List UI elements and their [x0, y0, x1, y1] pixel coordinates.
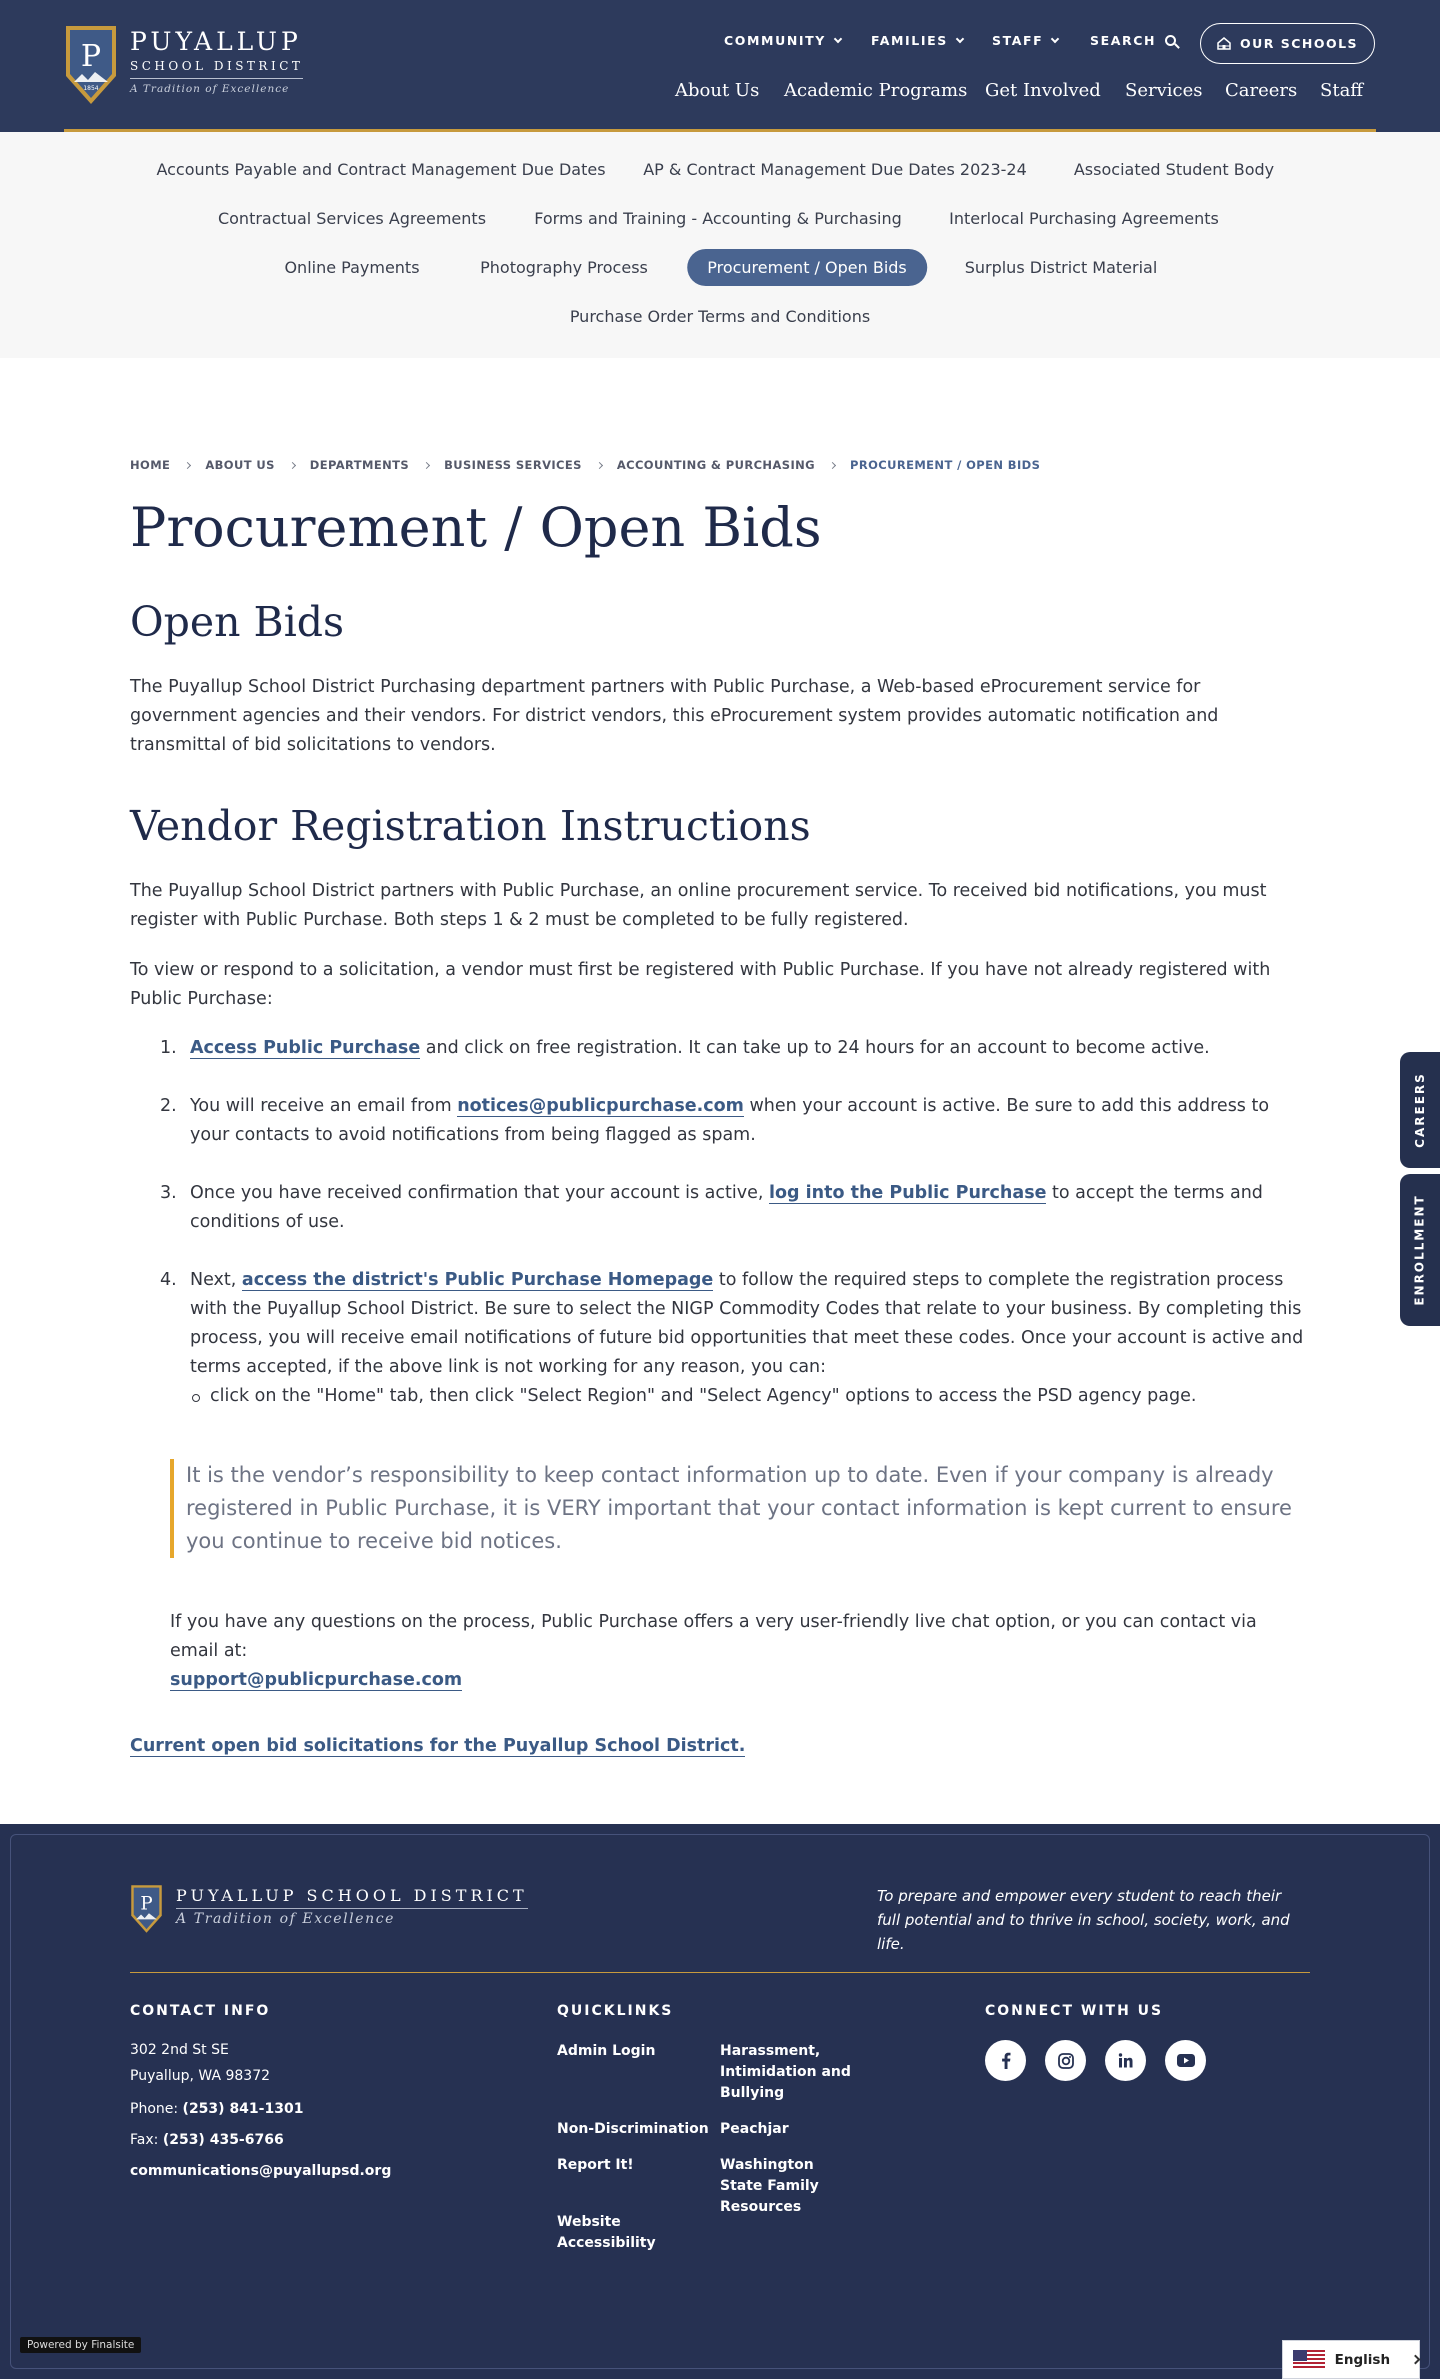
support-email-link[interactable]: support@publicpurchase.com [170, 1670, 463, 1690]
district-logo[interactable] [64, 24, 324, 108]
instagram-icon[interactable] [1045, 2040, 1086, 2081]
district-shield-icon [130, 1884, 163, 1934]
enrollment-side-tab[interactable] [1400, 1174, 1440, 1326]
questions-paragraph [170, 1608, 1310, 1695]
subnav-item[interactable]: Accounts Payable and Contract Management Due Dates [156, 160, 606, 179]
step-text: to accept the terms and conditions of use. [190, 1183, 1263, 1232]
utility-families-label: FAMILIES [871, 33, 948, 48]
list-item [160, 1092, 1310, 1150]
sub-list [190, 1382, 1310, 1411]
breadcrumb-about-us[interactable]: ABOUT US [205, 458, 275, 472]
main-nav-services[interactable]: Services [1125, 80, 1203, 101]
utility-search-label: SEARCH [1090, 33, 1157, 48]
step-text: to follow the required steps to complete the registration process with the Puyallup School District. Be sure to select the NIGP Commodity Codes that relate to your business. By completing this process, you will receive email notifications of future bid opportunities that meet these codes. Once your account is active and terms accepted, if the above link is not working for any reason, you can: [190, 1270, 1304, 1377]
subnav-item[interactable]: Surplus District Material [964, 258, 1158, 277]
subnav-item[interactable]: Interlocal Purchasing Agreements [949, 209, 1219, 228]
chevron-down-icon [834, 34, 842, 42]
list-item [160, 1266, 1310, 1411]
subnav-item[interactable]: Photography Process [480, 258, 648, 277]
chevron-right-icon [423, 461, 430, 468]
quicklink-report-it[interactable]: Report It! [557, 2157, 634, 2173]
quicklink-peachjar[interactable]: Peachjar [720, 2121, 789, 2137]
logo-sub: SCHOOL DISTRICT [130, 58, 303, 79]
main-nav-about-us[interactable]: About Us [675, 80, 760, 101]
language-label: English [1334, 2351, 1391, 2368]
utility-search[interactable] [1090, 33, 1176, 48]
chevron-down-icon [956, 34, 964, 42]
breadcrumb-accounting-purchasing[interactable]: ACCOUNTING & PURCHASING [616, 458, 815, 472]
main-nav-academic-programs[interactable]: Academic Programs [784, 80, 968, 101]
step-number: 1. [160, 1038, 177, 1058]
footer-logo-name: PUYALLUP SCHOOL DISTRICT [176, 1886, 528, 1909]
connect-heading: CONNECT WITH US [985, 2003, 1164, 2019]
utility-staff-label: STAFF [992, 33, 1044, 48]
chevron-down-icon [1051, 34, 1059, 42]
utility-staff[interactable] [992, 33, 1058, 48]
youtube-icon[interactable] [1165, 2040, 1206, 2081]
footer-logo-text [176, 1886, 528, 1934]
step-number: 2. [160, 1096, 177, 1116]
enrollment-side-tab-label: ENROLLMENT [1413, 1194, 1427, 1306]
chevron-right-icon [289, 461, 296, 468]
quicklink-admin-login[interactable]: Admin Login [557, 2043, 656, 2059]
main-nav-careers[interactable]: Careers [1225, 80, 1298, 101]
list-item [160, 1179, 1310, 1237]
step-number: 4. [160, 1270, 177, 1290]
open-bids-container [130, 1736, 745, 1756]
subnav-item[interactable]: AP & Contract Management Due Dates 2023-24 [643, 160, 1027, 179]
footer-divider [130, 1972, 1310, 1973]
logo-tagline: A Tradition of Excellence [130, 83, 290, 95]
chevron-right-icon [596, 461, 603, 468]
our-schools-button[interactable] [1200, 23, 1375, 64]
open-bid-solicitations-link[interactable]: Current open bid solicitations for the Puyallup School District. [130, 1736, 746, 1756]
vendor-responsibility-quote: It is the vendor’s responsibility to keep contact information up to date. Even if your company is already registered in Public Purchase, it is VERY important that your contact information is kept current to ensure you continue to receive bid notices. [170, 1459, 1310, 1558]
fax-number: (253) 435-6766 [162, 2132, 284, 2148]
svg-text:P: P [80, 39, 102, 74]
step-text: and click on free registration. It can take up to 24 hours for an account to become active. [420, 1038, 1210, 1058]
fax-label: Fax: [130, 2132, 163, 2148]
our-schools-label: OUR SCHOOLS [1239, 36, 1359, 51]
utility-community-label: COMMUNITY [724, 33, 826, 48]
phone-line [130, 2101, 303, 2117]
vendor-solicitation-paragraph: To view or respond to a solicitation, a vendor must first be registered with Public Purchase. If you have not already registered with Public Purchase: [130, 960, 1271, 1009]
careers-side-tab-label: CAREERS [1413, 1072, 1427, 1148]
open-bids-paragraph: The Puyallup School District Purchasing department partners with Public Purchase, a Web-based eProcurement service for government agencies and their vendors. For district vendors, this eProcurement system provides automatic notification and transmittal of bid solicitations to vendors. [130, 677, 1219, 755]
mission-statement: To prepare and empower every student to reach their full potential and to thrive in school, society, work, and life. [877, 1887, 1290, 1953]
breadcrumb-home[interactable]: HOME [130, 458, 171, 472]
logo-seal-year: 1854 [83, 85, 99, 92]
section-heading-vendor-registration: Vendor Registration Instructions [130, 802, 811, 850]
page-title: Procurement / Open Bids [130, 496, 822, 559]
breadcrumb-current: PROCUREMENT / OPEN BIDS [849, 458, 1041, 472]
svg-text:P: P [140, 1893, 153, 1915]
list-item: click on the "Home" tab, then click "Select Region" and "Select Agency" options to access the PSD agency page. [190, 1382, 1310, 1411]
powered-by-finalsite[interactable]: Powered by Finalsite [20, 2337, 141, 2353]
questions-text: If you have any questions on the process, Public Purchase offers a very user-friendly live chat option, or you can contact via email at: [170, 1612, 1257, 1661]
subnav-item[interactable]: Purchase Order Terms and Conditions [569, 307, 871, 326]
step-text: Next, [190, 1270, 242, 1290]
communications-email-link[interactable]: communications@puyallupsd.org [130, 2163, 392, 2179]
step-number: 3. [160, 1183, 177, 1203]
subnav-item[interactable]: Associated Student Body [1073, 160, 1275, 179]
notices-email-link[interactable]: notices@publicpurchase.com [457, 1096, 744, 1116]
log-into-public-purchase-link[interactable]: log into the Public Purchase [769, 1183, 1047, 1203]
logo-name: PUYALLUP [130, 27, 302, 56]
quicklink-wa-family-resources[interactable]: Washington State Family Resources [720, 2157, 819, 2215]
facebook-icon[interactable] [985, 2040, 1026, 2081]
section-heading-open-bids: Open Bids [130, 598, 345, 646]
school-building-icon [1217, 37, 1231, 50]
footer-logo-tagline: A Tradition of Excellence [176, 1911, 396, 1927]
subnav-item[interactable]: Online Payments [284, 258, 420, 277]
registration-steps-list [160, 1034, 1310, 1440]
breadcrumb-business-services[interactable]: BUSINESS SERVICES [444, 458, 582, 472]
step-text: You will receive an email from [190, 1096, 458, 1116]
list-item [160, 1034, 1310, 1063]
logo-text [130, 26, 303, 108]
step-text: Once you have received confirmation that your account is active, [190, 1183, 769, 1203]
site-header [0, 0, 1440, 132]
main-nav-get-involved[interactable]: Get Involved [985, 80, 1101, 101]
subnav-item[interactable]: Forms and Training - Accounting & Purchasing [534, 209, 902, 228]
chevron-right-icon [829, 461, 836, 468]
search-icon [1165, 35, 1176, 46]
breadcrumb [130, 458, 1040, 472]
utility-community[interactable] [724, 33, 841, 48]
breadcrumb-departments[interactable]: DEPARTMENTS [309, 458, 410, 472]
quicklinks-heading: QUICKLINKS [557, 2003, 674, 2019]
district-homepage-link[interactable]: access the district's Public Purchase Homepage [241, 1270, 714, 1290]
fax-line [130, 2132, 284, 2148]
phone-number[interactable]: (253) 841-1301 [182, 2101, 304, 2117]
district-shield-icon [64, 24, 118, 106]
phone-label: Phone: [130, 2101, 183, 2117]
vendor-registration-paragraph: The Puyallup School District partners with Public Purchase, an online procurement service. To received bid notifications, you must register with Public Purchase. Both steps 1 & 2 must be completed to be fully registered. [130, 881, 1267, 930]
main-nav-staff[interactable]: Staff [1320, 80, 1364, 101]
utility-families[interactable] [871, 33, 963, 48]
subnav-item-active[interactable]: Procurement / Open Bids [687, 249, 927, 286]
careers-side-tab[interactable] [1400, 1052, 1440, 1168]
chevron-right-icon [1411, 2355, 1421, 2365]
us-flag-icon [1293, 2350, 1325, 2370]
quicklink-non-discrimination[interactable]: Non-Discrimination [557, 2121, 709, 2137]
linkedin-icon[interactable] [1105, 2040, 1146, 2081]
footer-logo[interactable] [130, 1884, 528, 1934]
chevron-right-icon [184, 461, 191, 468]
subnav-item[interactable]: Contractual Services Agreements [217, 209, 487, 228]
section-subnav [0, 132, 1440, 358]
address-line-2: Puyallup, WA 98372 [130, 2068, 271, 2084]
access-public-purchase-link[interactable]: Access Public Purchase [190, 1038, 421, 1058]
step-text: when your account is active. Be sure to add this address to your contacts to avoid notifications from being flagged as spam. [190, 1096, 1270, 1145]
quicklink-website-accessibility[interactable]: Website Accessibility [557, 2214, 656, 2251]
contact-info-heading: CONTACT INFO [130, 2003, 271, 2019]
language-selector[interactable] [1282, 2340, 1420, 2379]
quicklink-harassment[interactable]: Harassment, Intimidation and Bullying [720, 2043, 851, 2101]
address-line-1: 302 2nd St SE [130, 2042, 229, 2058]
